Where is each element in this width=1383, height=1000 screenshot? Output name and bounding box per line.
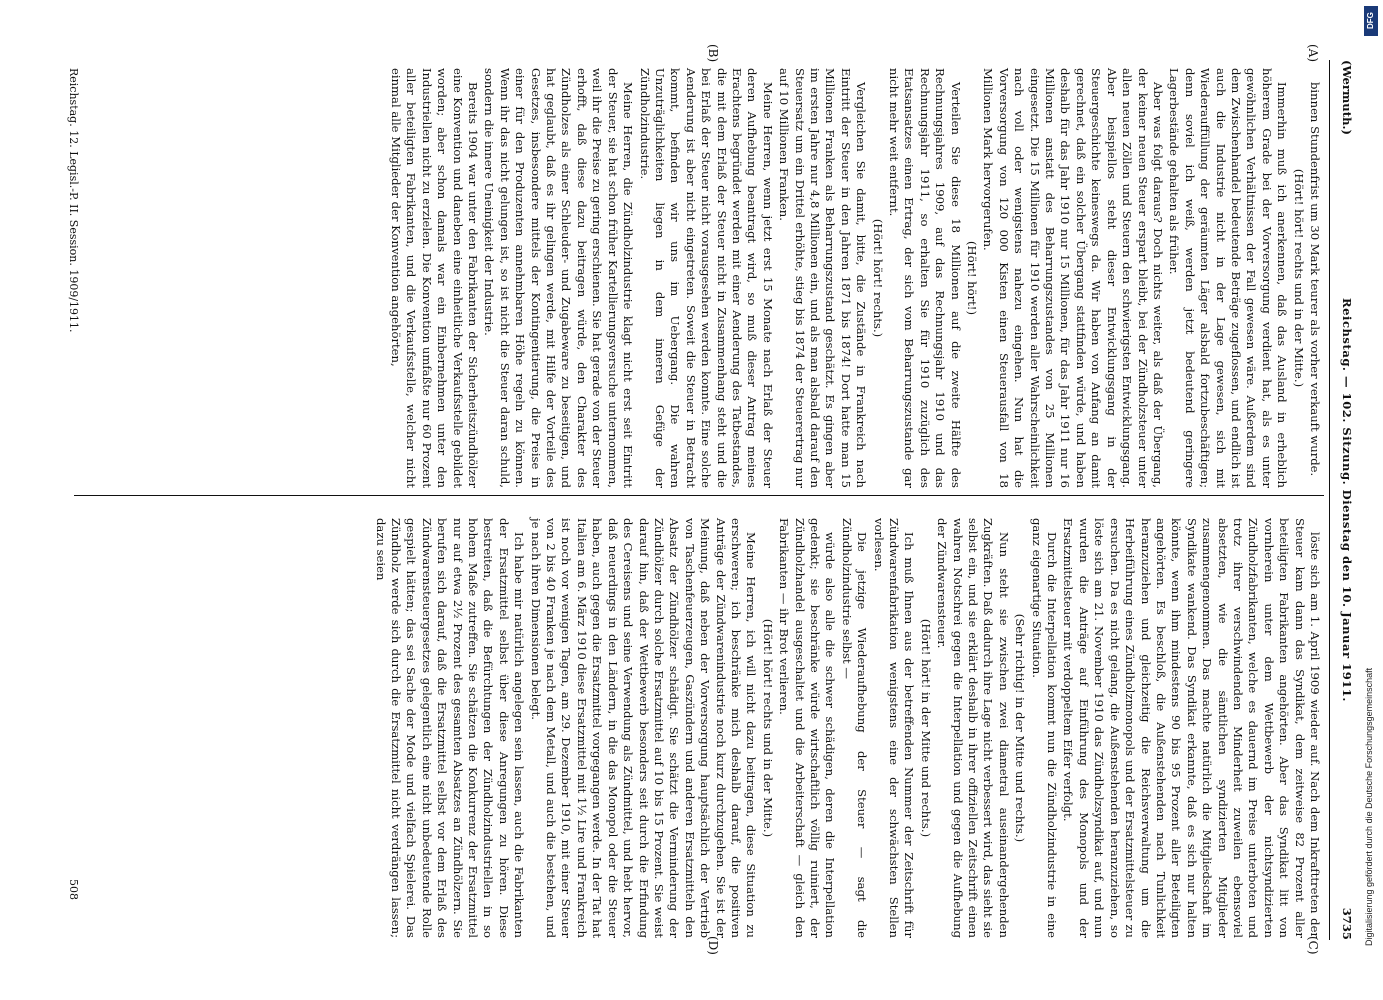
paragraph: Ich habe mir natürlich angelegen sein lassen, auch die Fabrikanten der Ersatzmittel selbst über diese Anregungen zu hören. Diese bestreiten, daß die Befürchtungen der Zündholzindustriellen in so hohem Maße zutreffen. Sie schätzen die Konkurrenz der Ersatzmittel nur auf etwa 2½ Prozent des gesamten Absatzes an Zündhölzern. Sie berufen sich darauf, daß die Ersatzmittel selbst vor dem Erlaß des Zündwarensteuergesetzes gelegentlich eine nicht unbedeutende Rolle gespielt hätten; das sei Sache der Mode und vielfach Spielerei. Das Zündholz werde sich durch die Ersatzmittel nicht verdrängen lassen; dazu seien	[373, 518, 527, 938]
paragraph: Vergleichen Sie damit, bitte, die Zustände in Frankreich nach Eintritt der Steuer in den Jahren 1871 bis 1874! Dort hatte man 15 Millionen Franken als Beharrungszustand geschätzt. Es gingen aber im ersten Jahre nur 4,8 Millionen ein, und als man alsbald darauf den Steuersatz um ein Drittel erhöhte, stieg bis 1874 der Steuerertrag nur auf 10 Millionen Franken.	[777, 68, 869, 488]
digitization-credit	[1362, 6, 1380, 996]
paragraph: Meine Herren, die Zündholzindustrie klagt nicht erst seit Eintritt der Steuer, sie hat schon früher Kartellierungsversuche unternommen, weil ihr die Preise zu gering erschienen. Sie hat gerade von der Steuer erhofft, daß diese dazu beitragen würde, den Charakter des Zündholzes als einer Schleuder- und Zugabeware zu beseitigen, und hat geglaubt, daß es ihr gelingen werde, mit Hilfe der Vorteile des Gesetzes, insbesondere mittels der Kontingentierung, die Preise in einer für den Produzenten annehmbaren Höhe regeln zu können. Wenn ihr das nicht gelungen ist, so ist nicht die Steuer daran schuld, sondern die innere Uneinigkeit der Industrie.	[482, 68, 636, 488]
margin-marker-a: (A)	[1306, 44, 1320, 63]
right-column	[371, 518, 1322, 938]
dfg-logo-icon: DFG	[1364, 6, 1378, 36]
paragraph: Verteilen Sie diese 18 Millionen auf die zweite Hälfte des Rechnungsjahres 1909, auf das Rechnungsjahr 1910 und das Rechnungsjahr 1911, so erhalten Sie für 1910 zuzüglich des Etatsansatzes einen Ertrag, der sich vom Beharrungszustande gar nicht mehr weit entfernt.	[887, 68, 963, 488]
paragraph: binnen Stundenfrist um 30 Mark teurer als vorher verkauft wurde.	[1308, 82, 1322, 477]
credit-text: Digitalisierung gefördert durch die Deutsche Forschungsgemeinschaft	[1364, 667, 1374, 946]
interjection: (Sehr richtig! in der Mitte und rechts.)	[1013, 613, 1028, 843]
paragraph: Durch die Interpellation kommt nun die Zündholzindustrie in eine ganz eigenartige Situation.	[1029, 518, 1060, 938]
paragraph: löste sich am 1. April 1909 wieder auf. Nach dem Inkrafttreten der Steuer kam dann das Syndikat, dem zeitweise 82 Prozent aller beteiligten Fabrikanten angehörten. Aber das Syndikat litt von vornherein unter dem Wettbewerb der nichtsyndizierten Zündholzfabrikanten, welche es dauernd im Preise unterboten und trotz ihrer verschwindenden Minderheit zuweilen ebensoviel absetzten, wie die sämtlichen syndizierten Mitglieder zusammengenommen. Das machte natürlich die Mitgliedschaft im Syndikate wankend. Das Syndikat erkannte, daß es sich nur halten könnte, wenn ihm mindestens 90 bis 95 Prozent aller Beteiligten angehörten. Es beschloß, die Außenstehenden nach Tunlichkeit heranzuziehen und gleichzeitig die Reichsverwaltung um die Herbeiführung eines Zündholzmonopols und der Ersatzmittelsteuer zu ersuchen. Da es nicht gelang, die Außenstehenden heranzuziehen, so löste sich am 21. November 1910 das Zündholzsyndikat auf, und nun wurden die Anträge auf Einführung des Monopols und der Ersatzmittelsteuer mit verdoppeltem Eifer verfolgt.	[1061, 518, 1322, 938]
speaker-label: (Wermuth.)	[1340, 60, 1354, 136]
page-footer	[65, 68, 80, 940]
interjection: (Hört! hört! rechts.)	[870, 218, 885, 338]
paragraph: würde also alle die schwer schädigen, deren die Interpellation gedenkt; sie beschränke würde wirtschaftlich völlig ruiniert, der Zündholzhandel ausgeschaltet und die Arbeiterschaft — gleich den Fabrikanten — ihr Brot verlieren.	[777, 518, 838, 938]
column-divider	[74, 495, 1324, 496]
scanned-page-frame	[40, 40, 1360, 960]
paragraph: Ich muß Ihnen aus der betreffenden Nummer der Zeitschrift für Zündwarenfabrikation wenigstens eine der schwächsten Stellen vorlesen.	[871, 518, 917, 938]
scanned-page	[40, 40, 1360, 960]
left-column	[387, 68, 1322, 488]
margin-marker-c: (C)	[1306, 936, 1320, 955]
page-number: 3735	[1340, 907, 1354, 940]
paragraph: Immerhin muß ich anerkennen, daß das Ausland in erheblich höherem Grade bei der Vorversorgung verdient hat, als es unter gewöhnlichen Verhältnissen der Fall gewesen wäre. Außerdem sind dem Zwischenhandel bedeutende Beträge zugeflossen, und endlich ist auch die Industrie nicht in der Lage gewesen, sich mit Wiederauffüllung der geräumten Läger alsbald fortzubeschäftigen; denn soviel ich weiß, werden jetzt bedeutend geringere Lagerbestände gehalten als früher.	[1167, 68, 1290, 488]
paragraph: Bereits 1904 war unter den Fabrikanten der Sicherheitszündhölzer eine Konvention und daneben eine einheitliche Verkaufsstelle gebildet worden; aber schon damals war ein Einbernehmen unter den Industriellen nicht zu erzielen. Die Konvention umfaßte nur 60 Prozent aller beteiligten Fabrikanten, und die Verkaufsstelle, welcher nicht einmal alle Mitglieder der Konvention angehörten,	[389, 68, 481, 488]
paragraph: Nun steht sie zwischen zwei diametral auseinandergehenden Zugkräften. Daß dadurch ihre Lage nicht verbessert wird, das sieht sie selbst ein, und sie erklärt deshalb in ihrer offiziellen Zeitschrift einen wahren Notschrei gegen die Interpellation und gegen die Aufhebung der Zündwarensteuer.	[935, 518, 1011, 938]
margin-marker-b: (B)	[706, 44, 720, 63]
page-header	[1332, 60, 1354, 940]
margin-marker-d: (D)	[706, 936, 720, 955]
interjection: (Hört! hört! rechts und in der Mitte.)	[1291, 168, 1306, 388]
interjection: (Hört! hört! in der Mitte und rechts.)	[918, 618, 933, 838]
paragraph: Meine Herren, ich will nicht dazu beitragen, diese Situation zu erschweren; ich beschränke mich deshalb darauf, die positiven Anträge der Zündwarenindustrie noch kurz durchzugehen. Sie ist der Meinung, daß neben der Vorversorgung hauptsächlich der Vertrieb von Taschenfeuerzeugen, Gaszündern und anderen Ersatzmitteln den Absatz der Zündhölzer schädigt. Sie schätzt die Verminderung der Zündhölzer durch solche Ersatzmittel auf 10 bis 15 Prozent. Sie weist darauf hin, daß der Wettbewerb besonders seit durch die Erfindung des Cereisens und seine Verwendung als Zündmittel, und hebt hervor, daß neuerdings in den Ländern, in die das Monopol oder die Steuer haben, auch gegen die Ersatzmittel vorgegangen werde. In der Tat hat Italien am 6. März 1910 diese Ersatzmittel mit 1½ Lire und Frankreich ist noch vor wenigen Tagen, am 29. Dezember 1910, mit einer Steuer von 2 bis 40 Franken je nach dem Metall, und auch die bestehen, und je nach ihren Dimensionen belegt.	[528, 518, 759, 938]
header-rule	[1329, 60, 1330, 940]
paragraph: Meine Herren, wenn jetzt erst 15 Monate nach Erlaß der Steuer deren Aufhebung beantragt wird, so muß dieser Antrag meines Erachtens begründet werden mit einer Aenderung des Tatbestandes, die mit dem Erlaß der Steuer nicht in Zusammenhang steht und die bei Erlaß der Steuer nicht vorausgesehen werden konnte. Eine solche Aenderung ist aber nicht eingetreten. Soweit die Steuer in Betracht kommt, befinden wir uns im Uebergang. Die wahren Unzuträglichkeiten liegen in dem inneren Gefüge der Zündholzindustrie.	[637, 68, 775, 488]
sheet-signature: 508	[67, 879, 80, 900]
page-title: Reichstag. — 102. Sitzung. Dienstag den 10. Januar 1911.	[1340, 298, 1354, 702]
interjection: (Hört! hört! rechts und in der Mitte.)	[760, 618, 775, 838]
session-note: Reichstag. 12. Legisl.-P. II. Session. 1909/1911.	[67, 68, 80, 333]
paragraph: Die jetzige Wiederaufhebung der Steuer — sagt die Zündholzindustrie selbst —	[839, 518, 870, 938]
interjection: (Hört! hört!)	[965, 241, 980, 315]
paragraph: Aber was folgt daraus? Doch nichts weiter, als daß der Übergang, der keiner neuen Steuer erspart bleibt, bei der Zündholzsteuer unter allen neuen Zöllen und Steuern den schwierigsten Entwicklungsgang. Aber beispiellos steht dieser Entwicklungsgang in der Steuergeschichte keineswegs da. Wir haben von Anfang an damit gerechnet, daß ein solcher Übergang stattfinden würde, und haben deshalb für das Jahr 1910 nur 15 Millionen, für das Jahr 1911 nur 16 Millionen anstatt des Beharrungszustandes von 25 Millionen eingesetzt. Die 15 Millionen für 1910 werden aller Wahrscheinlichkeit nach voll oder wenigstens nahezu eingehen. Nun hat die Vorversorgung von 120 000 Kisten einen Steuerausfall von 18 Millionen Mark hervorgerufen.	[981, 68, 1165, 488]
